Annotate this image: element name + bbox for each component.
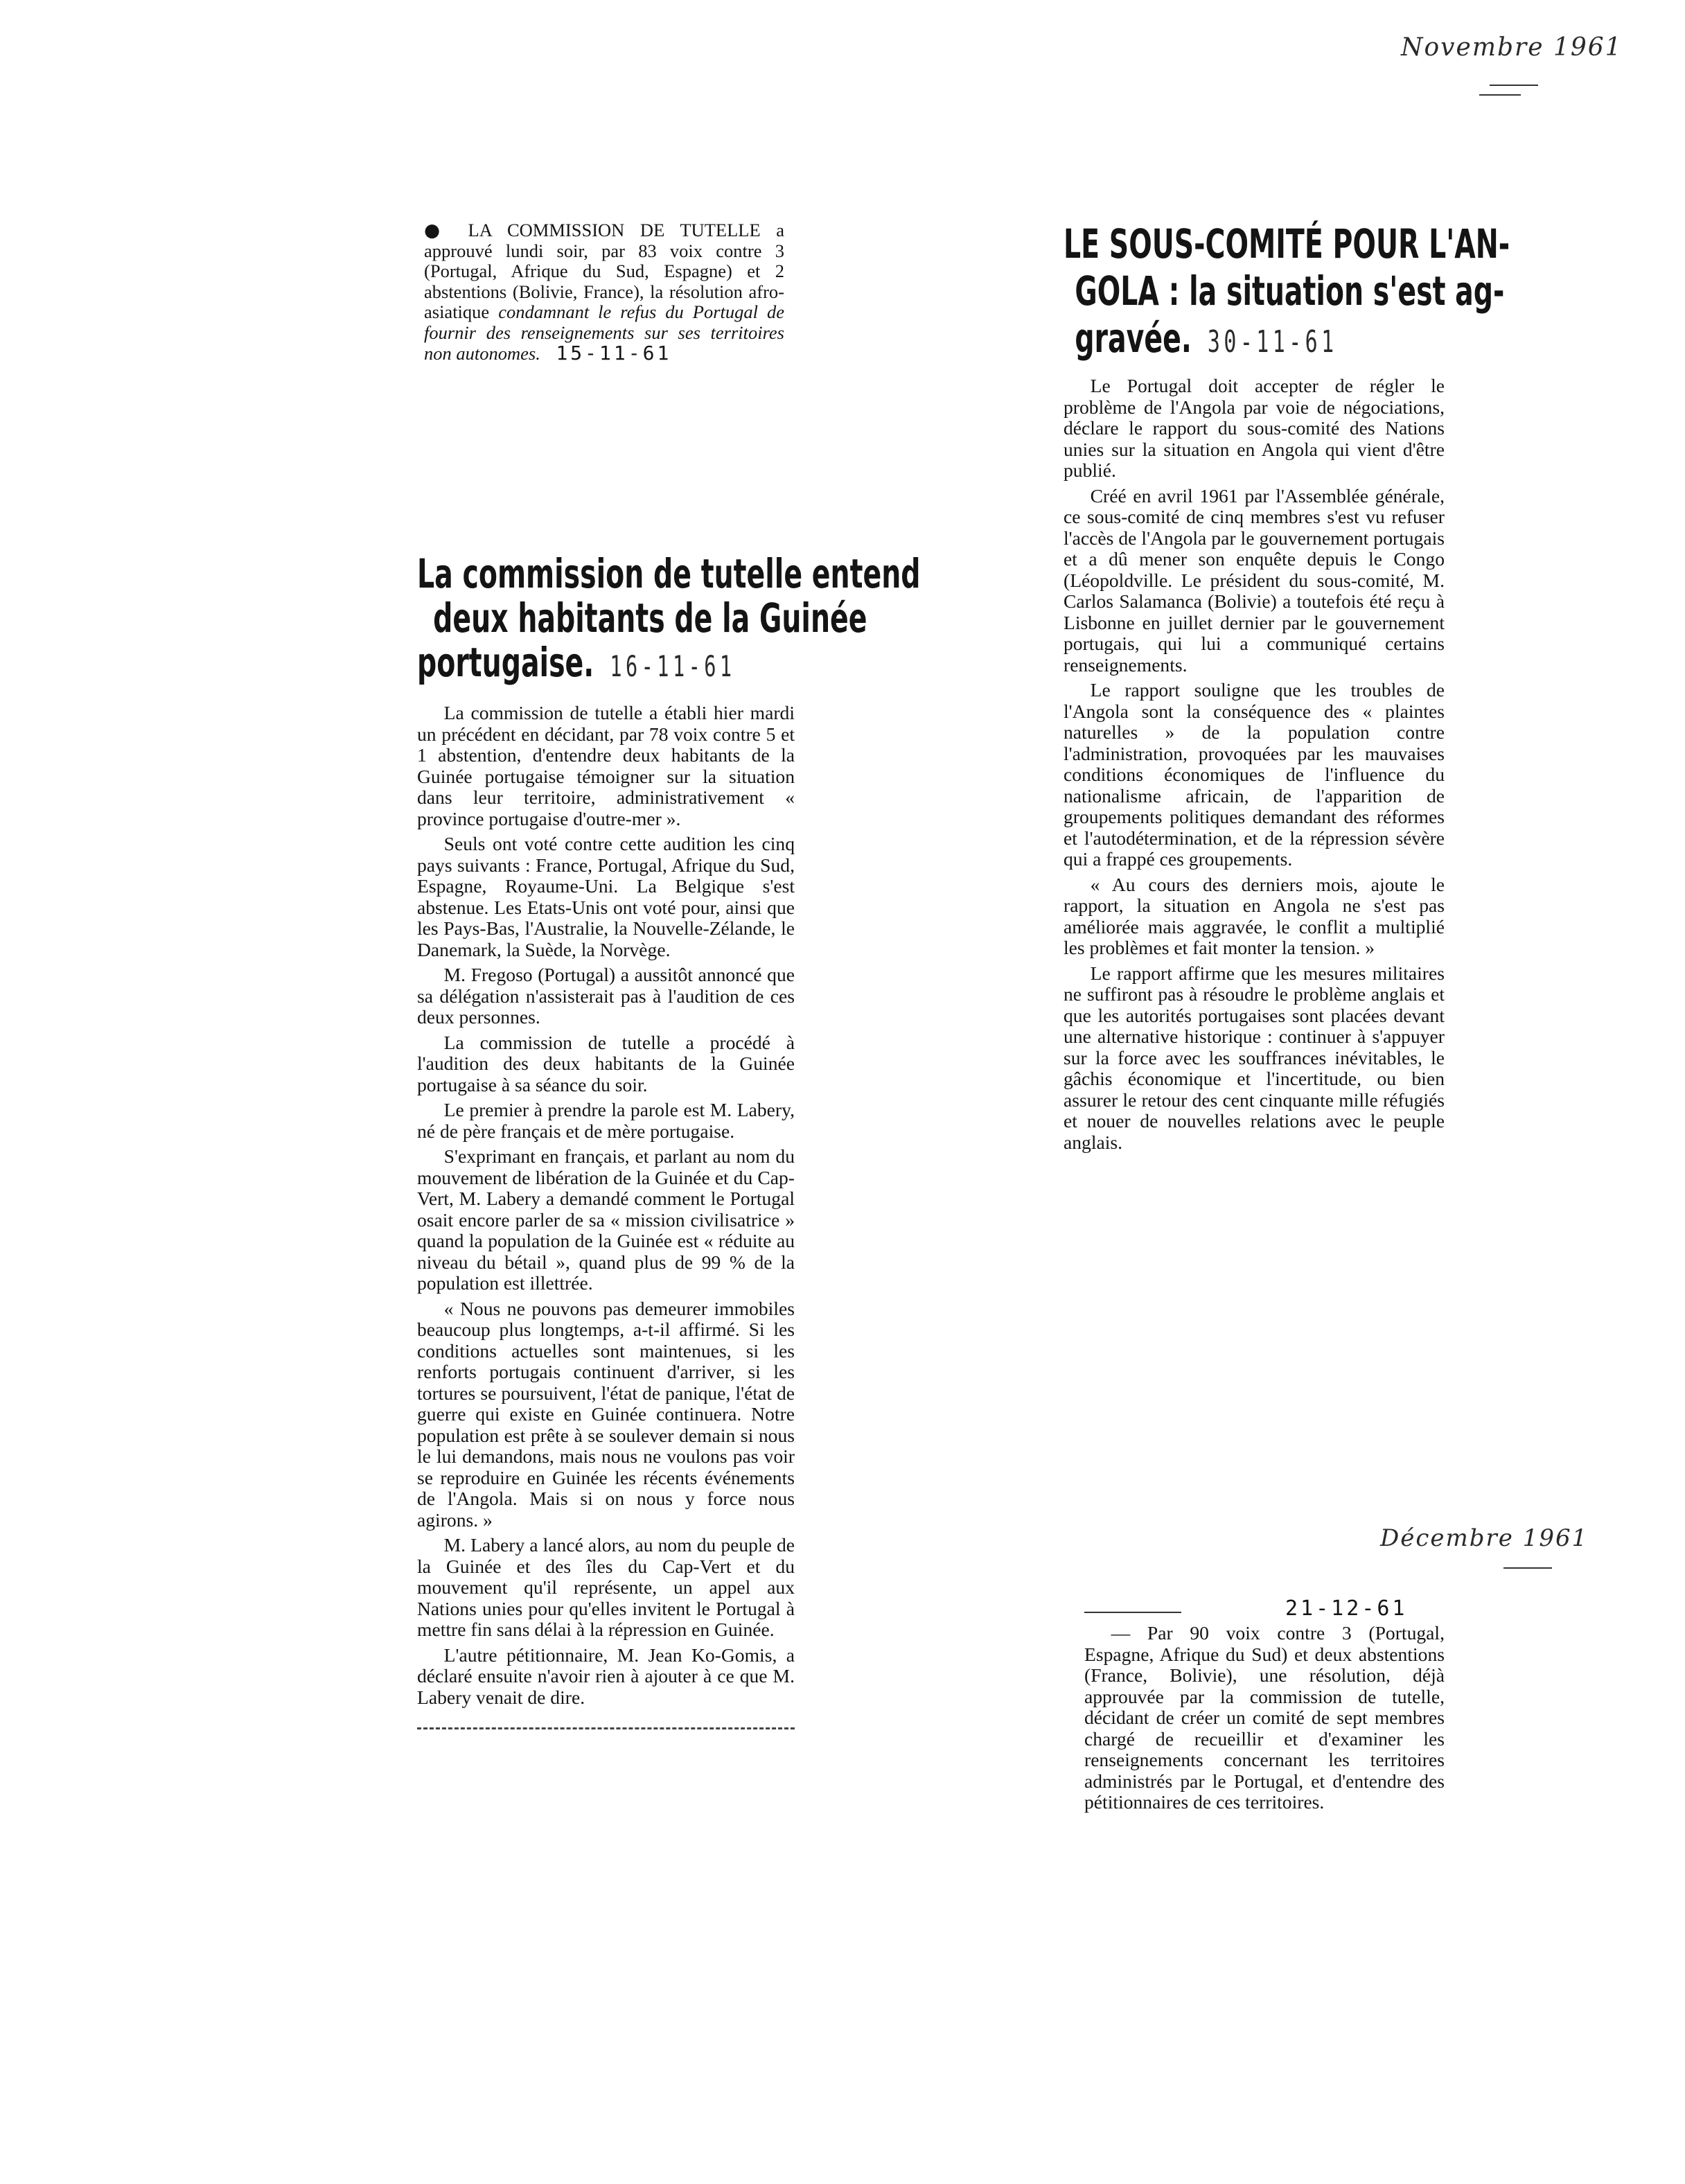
article-paragraph: Le Portugal doit accepter de régler le problème de l'Angola par voie de négociations, déclare le rapport du sous-comité des Nations unies sur la situation en Angola qui vient d'être publié. <box>1064 375 1445 481</box>
clipping-date-3: 30-11-61 <box>1207 324 1338 360</box>
article-body <box>1064 376 1445 1153</box>
brief-italic: condamnant le refus du Portugal de fournir des renseignements sur ses territoires non autonomes. <box>424 301 785 364</box>
brief-lead: LA COMMISSION DE TUTELLE <box>468 220 761 240</box>
clipping-bottom-rule <box>417 1727 795 1729</box>
article-paragraph: Le rapport souligne que les troubles de l'Angola sont la conséquence des « plaintes naturelles » de la population contre l'administration, provoquées par les mauvaises conditions économiques de l'influence du nationalisme africain, de l'apparition de groupements politiques demandant des réformes et l'autodétermination, et de la répression sévère qui a frappé ces groupements. <box>1064 679 1445 870</box>
clipping-brief-commission <box>424 220 784 364</box>
clipping-headline <box>1064 220 1510 366</box>
clipping-text: — Par 90 voix contre 3 (Portugal, Espagne, Afrique du Sud) et deux abstentions (France, Bolivie), une résolution, déjà approuvée par la commission de tutelle, décidant de créer un comité de sept membres chargé de recueillir et d'examiner les renseignements concernant les territoires administrés par le Portugal, et d'entendre des pétitionnaires de ces territoires. <box>1084 1622 1445 1813</box>
clipping-date-1: 15-11-61 <box>556 342 672 364</box>
headline-text: portugaise. <box>417 639 594 686</box>
headline-line: deux habitants de la Guinée <box>433 595 867 642</box>
article-paragraph: Le premier à prendre la parole est M. Labery, né de père français et de mère portugaise. <box>417 1099 795 1142</box>
brief-body: a approuvé lundi soir, par 83 voix contre 3 (Portugal, Afrique du Sud, Espagne) et 2 abstentions (Bolivie, France), la résolution afro-asiatique <box>424 220 785 322</box>
annotation-underline <box>1479 94 1521 96</box>
article-paragraph: Seuls ont voté contre cette audition les cinq pays suivants : France, Portugal, Afrique du Sud, Espagne, Royaume-Uni. La Belgique s'est abstenue. Les Etats-Unis ont voté pour, ainsi que les Pays-Bas, l'Australie, la Nouvelle-Zélande, le Danemark, la Suède, la Norvège. <box>417 833 795 960</box>
article-paragraph: La commission de tutelle a procédé à l'audition des deux habitants de la Guinée portugaise à sa séance du soir. <box>417 1031 795 1095</box>
article-paragraph: Le rapport affirme que les mesures militaires ne suffiront pas à résoudre le problème anglais et que les autorités portugaises sont placées devant une alternative historique : continuer à s'appuyer sur la force avec les souffrances inévitables, le gâchis économique et l'incertitude, ou bien assurer le retour des cent cinquante mille réfugiés et nouer de nouvelles relations avec le peuple anglais. <box>1064 962 1445 1153</box>
headline-line: LE SOUS-COMITÉ POUR L'AN- <box>1064 220 1510 267</box>
clipping-header-row <box>1084 1596 1445 1623</box>
article-paragraph: « Nous ne pouvons pas demeurer immobiles beaucoup plus longtemps, a-t-il affirmé. Si les conditions actuelles sont maintenues, si les renforts portugais continuent d'arriver, si les tortures se poursuivent, l'état de panique, l'état de guerre qui existe en Guinée continuera. Notre population est prête à se soulever demain si nous le lui demandons, mais nous ne voulons pas voir se reproduire en Guinée les récents événements de l'Angola. Mais si on nous y force nous agirons. » <box>417 1297 795 1531</box>
annotation-underline <box>1503 1567 1552 1569</box>
clipping-comite <box>1084 1596 1445 1813</box>
clipping-headline <box>417 550 921 689</box>
article-paragraph: La commission de tutelle a établi hier mardi un précédent en décidant, par 78 voix contre 5 et 1 abstention, d'entendre deux habitants de la Guinée portugaise témoigner sur la situation dans leur territoire, administrativement « province portugaise d'outre-mer ». <box>417 702 795 829</box>
bullet-icon: ● <box>424 220 468 241</box>
article-paragraph: S'exprimant en français, et parlant au nom du mouvement de libération de la Guinée et du Cap-Vert, M. Labery a demandé comment le Portugal osait encore parler de sa « mission civilisatrice » quand la population de la Guinée est « réduite au niveau du bétail », quand plus de 99 % de la population est illettrée. <box>417 1145 795 1294</box>
headline-line: GOLA : la situation s'est ag- <box>1075 267 1505 315</box>
headline-line <box>417 639 736 689</box>
clipping-date-2: 16-11-61 <box>610 649 736 683</box>
headline-text: gravée. <box>1075 315 1192 362</box>
brief-text <box>424 220 784 364</box>
clipping-angola <box>1064 220 1510 1153</box>
article-paragraph: M. Fregoso (Portugal) a aussitôt annoncé que sa délégation n'assisterait pas à l'audition de ces deux personnes. <box>417 964 795 1028</box>
clipping-top-rule <box>1084 1612 1181 1613</box>
article-paragraph: Créé en avril 1961 par l'Assemblée générale, ce sous-comité de cinq membres s'est vu refuser l'accès de l'Angola par le gouvernement portugais et a dû mener son enquête depuis le Congo (Léopoldville. Le président du sous-comité, M. Carlos Salamanca (Bolivie) a toutefois été reçu à Lisbonne en juillet dernier par le gouvernement portugais, qui lui a communiqué certains renseignements. <box>1064 484 1445 676</box>
article-paragraph: M. Labery a lancé alors, au nom du peuple de la Guinée et des îles du Cap-Vert et du mouvement qu'il représente, un appel aux Nations unies pour qu'elles invitent le Portugal à mettre fin sans délai à la répression en Guinée. <box>417 1534 795 1640</box>
clipping-date-4: 21-12-61 <box>1285 1596 1408 1621</box>
article-paragraph: « Au cours des derniers mois, ajoute le rapport, la situation en Angola ne s'est pas améliorée mais aggravée, le conflit a multiplié les problèmes et fait monter la tension. » <box>1064 873 1445 958</box>
headline-line <box>1064 315 1338 366</box>
clipping-guinee <box>417 550 921 1729</box>
annotation-mid-right: Décembre 1961 <box>1380 1524 1589 1552</box>
annotation-top-right: Novembre 1961 <box>1401 33 1623 62</box>
article-paragraph: L'autre pétitionnaire, M. Jean Ko-Gomis, a déclaré ensuite n'avoir rien à ajouter à ce que M. Labery venait de dire. <box>417 1644 795 1708</box>
annotation-underline <box>1490 85 1538 86</box>
headline-line: La commission de tutelle entend <box>417 550 921 597</box>
article-body <box>417 703 795 1708</box>
